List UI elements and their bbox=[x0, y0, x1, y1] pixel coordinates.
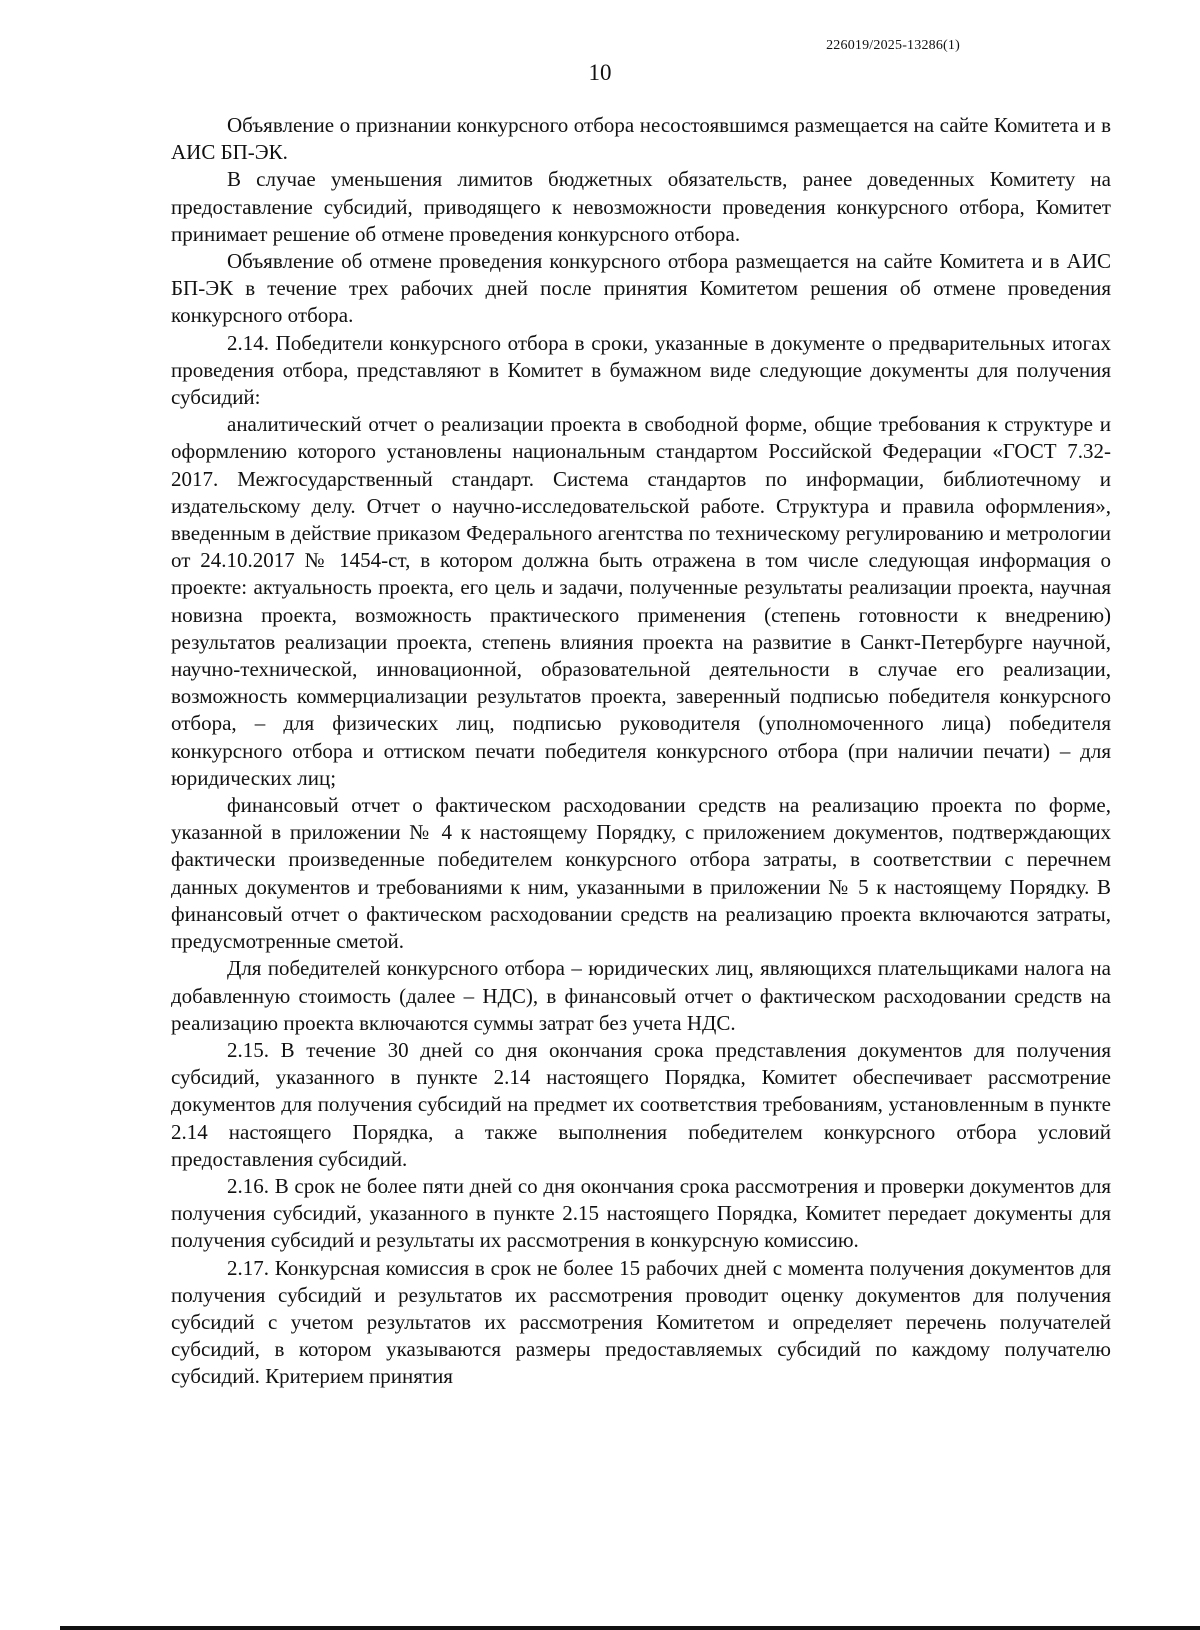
paragraph-2-15: 2.15. В течение 30 дней со дня окончания срока представления документов для получения субсидий, указанного в пункте 2.14 настоящего Порядка, Комитет обеспечивает рассмотрение документов для получения субсидий на предмет их соответствия требованиям, установленным в пункте 2.14 настоящего Порядка, а также выполнения победителем конкурсного отбора условий предоставления субсидий. bbox=[171, 1037, 1111, 1171]
paragraph-financial-report: финансовый отчет о фактическом расходовании средств на реализацию проекта по форме, указанной в приложении № 4 к настоящему Порядку, с приложением документов, подтверждающих фактически произведенные победителем конкурсного отбора затраты, в соответствии с перечнем данных документов и требованиями к ним, указанными в приложении № 5 к настоящему Порядку. В финансовый отчет о фактическом расходовании средств на реализацию проекта включаются затраты, предусмотренные сметой. bbox=[171, 793, 1111, 954]
document-registration-number: 226019/2025-13286(1) bbox=[826, 38, 960, 53]
scan-bottom-edge bbox=[0, 1626, 1200, 1630]
paragraph-2-16: 2.16. В срок не более пяти дней со дня окончания срока рассмотрения и проверки документов для получения субсидий, указанного в пункте 2.15 настоящего Порядка, Комитет передает документы для получения субсидий и результаты их рассмотрения в конкурсную комиссию. bbox=[171, 1173, 1111, 1253]
paragraph-budget-reduction: В случае уменьшения лимитов бюджетных обязательств, ранее доведенных Комитету на предоставление субсидий, приводящего к невозможности проведения конкурсного отбора, Комитет принимает решение об отмене проведения конкурсного отбора. bbox=[171, 167, 1111, 246]
paragraph-2-14: 2.14. Победители конкурсного отбора в сроки, указанные в документе о предварительных итогах проведения отбора, представляют в Комитет в бумажном виде следующие документы для получения субсидий: bbox=[171, 330, 1111, 410]
paragraph-announcement-failed: Объявление о признании конкурсного отбора несостоявшимся размещается на сайте Комитета и в АИС БП-ЭК. bbox=[171, 113, 1111, 165]
paragraph-announcement-cancel: Объявление об отмене проведения конкурсного отбора размещается на сайте Комитета и в АИС БП-ЭК в течение трех рабочих дней после принятия Комитетом решения об отмене проведения конкурсного отбора. bbox=[171, 249, 1111, 328]
page-number: 10 bbox=[588, 60, 612, 85]
paragraph-vat-payers: Для победителей конкурсного отбора – юридических лиц, являющихся плательщиками налога на добавленную стоимость (далее – НДС), в финансовый отчет о фактическом расходовании средств на реализацию проекта включаются суммы затрат без учета НДС. bbox=[171, 956, 1111, 1035]
scan-bottom-edge-gap bbox=[0, 1626, 60, 1630]
paragraph-analytical-report: аналитический отчет о реализации проекта в свободной форме, общие требования к структуре и оформлению которого установлены национальным стандартом Российской Федерации «ГОСТ 7.32-2017. Межгосударственный стандарт. Система стандартов по информации, библиотечному и издательскому делу. Отчет о научно-исследовательской работе. Структура и правила оформления», введенным в действие приказом Федерального агентства по техническому регулированию и метрологии от 24.10.2017 № 1454-ст, в котором должна быть отражена в том числе следующая информация о проекте: актуальность проекта, его цель и задачи, полученные результаты реализации проекта, научная новизна проекта, возможность практического применения (степень готовности к внедрению) результатов реализации проекта, степень влияния проекта на развитие в Санкт-Петербурге научной, научно-технической, инновационной, образовательной деятельности в случае его реализации, возможность коммерциализации результатов проекта, заверенный подписью победителя конкурсного отбора, – для физических лиц, подписью руководителя (уполномоченного лица) победителя конкурсного отбора и оттиском печати победителя конкурсного отбора (при наличии печати) – для юридических лиц; bbox=[171, 412, 1111, 790]
paragraph-2-17: 2.17. Конкурсная комиссия в срок не более 15 рабочих дней с момента получения документов для получения субсидий и результатов их рассмотрения проводит оценку документов для получения субсидий с учетом результатов их рассмотрения Комитетом и определяет перечень получателей субсидий, в котором указываются размеры предоставляемых субсидий по каждому получателю субсидий. Критерием принятия bbox=[171, 1255, 1111, 1389]
document-body bbox=[171, 112, 1111, 1391]
